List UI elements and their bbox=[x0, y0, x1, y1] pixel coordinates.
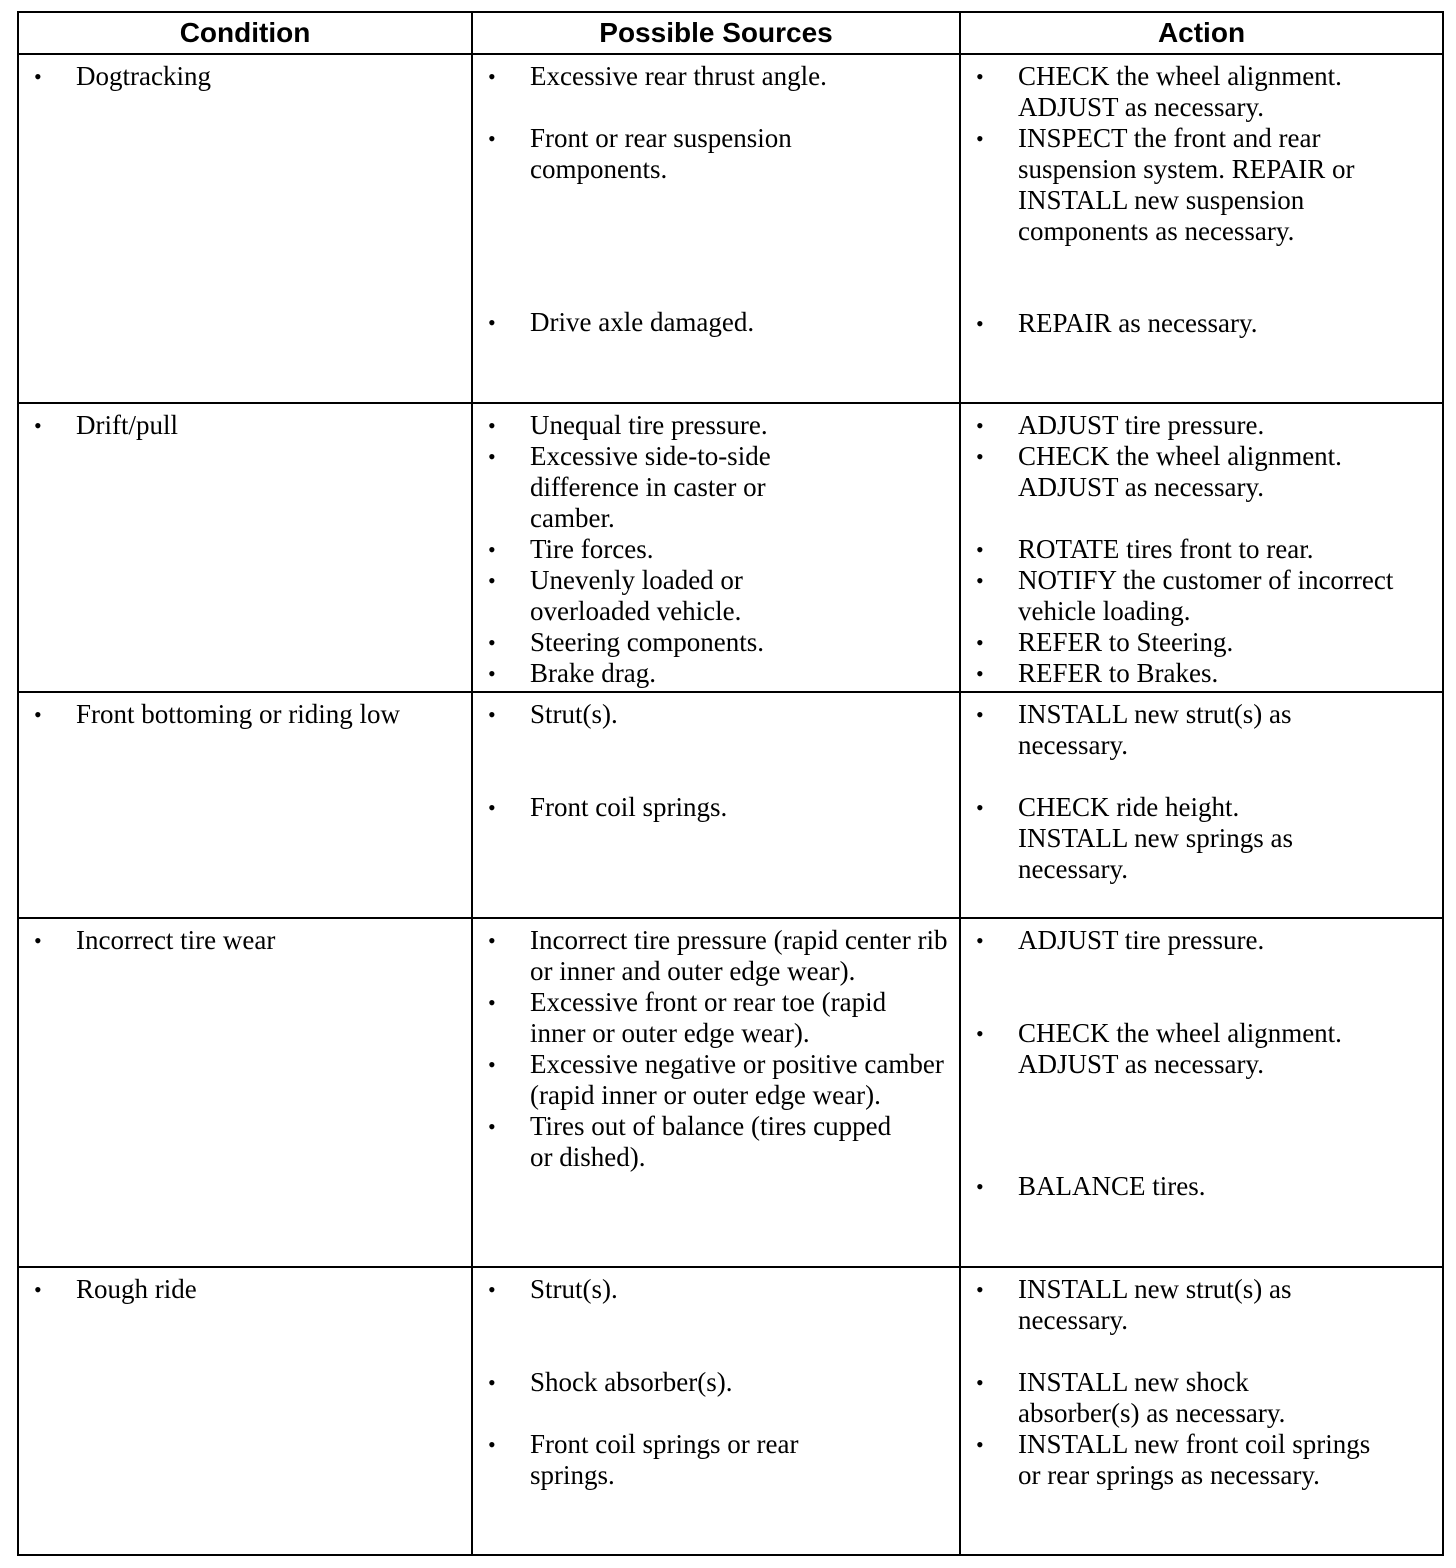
sources-cell bbox=[472, 692, 960, 918]
condition-cell bbox=[18, 403, 472, 692]
header-action: Action bbox=[960, 12, 1443, 54]
actions-cell bbox=[960, 54, 1443, 403]
sources-cell bbox=[472, 1267, 960, 1555]
source-item: • Front or rear suspension components. bbox=[473, 123, 951, 185]
action-item: • INSTALL new strut(s) as necessary. bbox=[961, 699, 1434, 761]
action-item: • INSPECT the front and rear suspension system. REPAIR or INSTALL new suspension components as necessary. bbox=[961, 123, 1434, 247]
condition-item: • Front bottoming or riding low bbox=[19, 699, 463, 730]
source-item: • Incorrect tire pressure (rapid center rib or inner and outer edge wear). bbox=[473, 925, 951, 987]
action-item: • CHECK ride height. INSTALL new springs as necessary. bbox=[961, 792, 1434, 885]
action-item: • NOTIFY the customer of incorrect vehicle loading. bbox=[961, 565, 1434, 627]
action-item: • CHECK the wheel alignment. ADJUST as necessary. bbox=[961, 441, 1434, 503]
action-item: • REFER to Steering. bbox=[961, 627, 1434, 658]
table-row bbox=[18, 403, 1443, 692]
condition-item: • Dogtracking bbox=[19, 61, 463, 92]
header-condition: Condition bbox=[18, 12, 472, 54]
table-row bbox=[18, 692, 1443, 918]
source-item: • Tire forces. bbox=[473, 534, 951, 565]
source-item: • Excessive side-to-side difference in caster or camber. bbox=[473, 441, 951, 534]
header-row bbox=[18, 12, 1443, 54]
action-item: • INSTALL new strut(s) as necessary. bbox=[961, 1274, 1434, 1336]
source-item: • Excessive rear thrust angle. bbox=[473, 61, 951, 92]
action-item: • INSTALL new shock absorber(s) as necessary. bbox=[961, 1367, 1434, 1429]
source-item: • Excessive negative or positive camber (rapid inner or outer edge wear). bbox=[473, 1049, 951, 1111]
source-item: • Drive axle damaged. bbox=[473, 307, 951, 338]
condition-cell bbox=[18, 918, 472, 1267]
source-item: • Unevenly loaded or overloaded vehicle. bbox=[473, 565, 951, 627]
action-item: • CHECK the wheel alignment. ADJUST as necessary. bbox=[961, 1018, 1434, 1080]
source-item: • Front coil springs or rear springs. bbox=[473, 1429, 951, 1491]
diagnosis-table bbox=[17, 11, 1444, 1556]
condition-cell bbox=[18, 1267, 472, 1555]
action-item: • REPAIR as necessary. bbox=[961, 308, 1434, 339]
source-item: • Front coil springs. bbox=[473, 792, 951, 823]
actions-cell bbox=[960, 1267, 1443, 1555]
actions-cell bbox=[960, 403, 1443, 692]
table-row bbox=[18, 1267, 1443, 1555]
source-item: • Steering components. bbox=[473, 627, 951, 658]
action-item: • INSTALL new front coil springs or rear springs as necessary. bbox=[961, 1429, 1434, 1491]
action-item: • CHECK the wheel alignment. ADJUST as necessary. bbox=[961, 61, 1434, 123]
source-item: • Brake drag. bbox=[473, 658, 951, 689]
action-item: • ADJUST tire pressure. bbox=[961, 410, 1434, 441]
condition-item: • Rough ride bbox=[19, 1274, 463, 1305]
action-item: • ADJUST tire pressure. bbox=[961, 925, 1434, 956]
condition-item: • Incorrect tire wear bbox=[19, 925, 463, 956]
condition-cell bbox=[18, 54, 472, 403]
condition-item: • Drift/pull bbox=[19, 410, 463, 441]
action-item: • ROTATE tires front to rear. bbox=[961, 534, 1434, 565]
action-item: • REFER to Brakes. bbox=[961, 658, 1434, 689]
source-item: • Excessive front or rear toe (rapid inner or outer edge wear). bbox=[473, 987, 951, 1049]
source-item: • Unequal tire pressure. bbox=[473, 410, 951, 441]
table-row bbox=[18, 54, 1443, 403]
actions-cell bbox=[960, 918, 1443, 1267]
header-possible-sources: Possible Sources bbox=[472, 12, 960, 54]
sources-cell bbox=[472, 54, 960, 403]
actions-cell bbox=[960, 692, 1443, 918]
source-item: • Strut(s). bbox=[473, 1274, 951, 1305]
source-item: • Tires out of balance (tires cupped or dished). bbox=[473, 1111, 951, 1173]
source-item: • Strut(s). bbox=[473, 699, 951, 730]
condition-cell bbox=[18, 692, 472, 918]
sources-cell bbox=[472, 403, 960, 692]
action-item: • BALANCE tires. bbox=[961, 1171, 1434, 1202]
table-row bbox=[18, 918, 1443, 1267]
sources-cell bbox=[472, 918, 960, 1267]
source-item: • Shock absorber(s). bbox=[473, 1367, 951, 1398]
